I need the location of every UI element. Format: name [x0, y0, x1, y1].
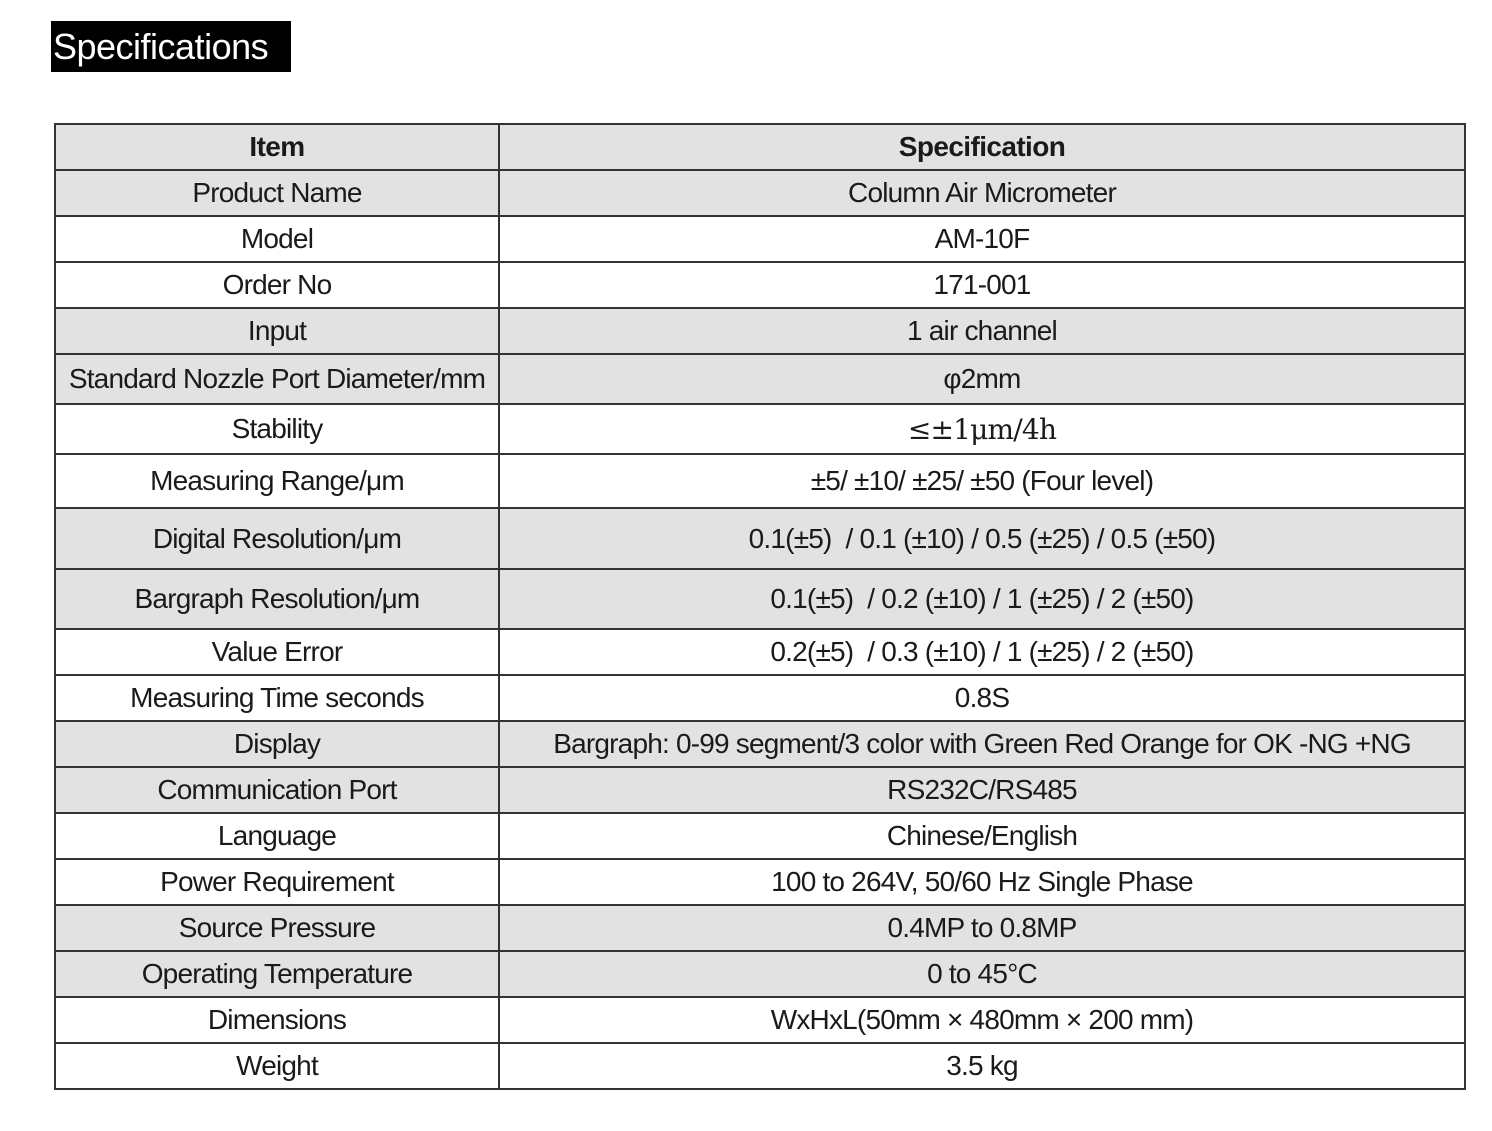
spec-cell: 0 to 45°C [499, 951, 1465, 997]
table-row [55, 454, 1465, 508]
table-row [55, 354, 1465, 404]
spec-cell: 0.4MP to 0.8MP [499, 905, 1465, 951]
spec-cell: RS232C/RS485 [499, 767, 1465, 813]
spec-cell: Column Air Micrometer [499, 170, 1465, 216]
table-row [55, 569, 1465, 629]
spec-cell: Bargraph: 0-99 segment/3 color with Green Red Orange for OK -NG +NG [499, 721, 1465, 767]
table-row [55, 951, 1465, 997]
table-row [55, 767, 1465, 813]
table-row [55, 629, 1465, 675]
item-cell: Model [55, 216, 499, 262]
item-cell: Operating Temperature [55, 951, 499, 997]
item-cell: Language [55, 813, 499, 859]
table-row [55, 675, 1465, 721]
table-row [55, 404, 1465, 454]
item-cell: Input [55, 308, 499, 354]
table-row [55, 262, 1465, 308]
table-row [55, 216, 1465, 262]
item-cell: Measuring Range/μm [55, 454, 499, 508]
spec-cell: 0.2(±5) / 0.3 (±10) / 1 (±25) / 2 (±50) [499, 629, 1465, 675]
table-row [55, 905, 1465, 951]
spec-cell: Chinese/English [499, 813, 1465, 859]
spec-cell: 0.8S [499, 675, 1465, 721]
table-row [55, 721, 1465, 767]
item-cell: Power Requirement [55, 859, 499, 905]
item-cell: Display [55, 721, 499, 767]
item-cell: Product Name [55, 170, 499, 216]
spec-cell: ≤±1μm/4h [499, 404, 1465, 454]
spec-cell: AM-10F [499, 216, 1465, 262]
column-header-specification: Specification [499, 124, 1465, 170]
table-row [55, 1043, 1465, 1089]
spec-cell: ±5/ ±10/ ±25/ ±50 (Four level) [499, 454, 1465, 508]
item-cell: Weight [55, 1043, 499, 1089]
page-title: Specifications [51, 21, 291, 72]
spec-cell: WxHxL(50mm × 480mm × 200 mm) [499, 997, 1465, 1043]
spec-cell: 100 to 264V, 50/60 Hz Single Phase [499, 859, 1465, 905]
item-cell: Measuring Time seconds [55, 675, 499, 721]
table-row [55, 997, 1465, 1043]
item-cell: Value Error [55, 629, 499, 675]
spec-cell: 0.1(±5) / 0.2 (±10) / 1 (±25) / 2 (±50) [499, 569, 1465, 629]
spec-cell: 3.5 kg [499, 1043, 1465, 1089]
table-row [55, 308, 1465, 354]
item-cell: Order No [55, 262, 499, 308]
item-cell: Stability [55, 404, 499, 454]
item-cell: Source Pressure [55, 905, 499, 951]
column-header-item: Item [55, 124, 499, 170]
spec-cell: φ2mm [499, 354, 1465, 404]
table-row [55, 813, 1465, 859]
item-cell: Digital Resolution/μm [55, 508, 499, 569]
table-row [55, 170, 1465, 216]
item-cell: Dimensions [55, 997, 499, 1043]
table-row [55, 859, 1465, 905]
table-row [55, 508, 1465, 569]
table-header-row [55, 124, 1465, 170]
specifications-table [54, 123, 1466, 1090]
spec-cell: 171-001 [499, 262, 1465, 308]
spec-cell: 1 air channel [499, 308, 1465, 354]
item-cell: Bargraph Resolution/μm [55, 569, 499, 629]
item-cell: Communication Port [55, 767, 499, 813]
item-cell: Standard Nozzle Port Diameter/mm [55, 354, 499, 404]
spec-cell: 0.1(±5) / 0.1 (±10) / 0.5 (±25) / 0.5 (±50) [499, 508, 1465, 569]
